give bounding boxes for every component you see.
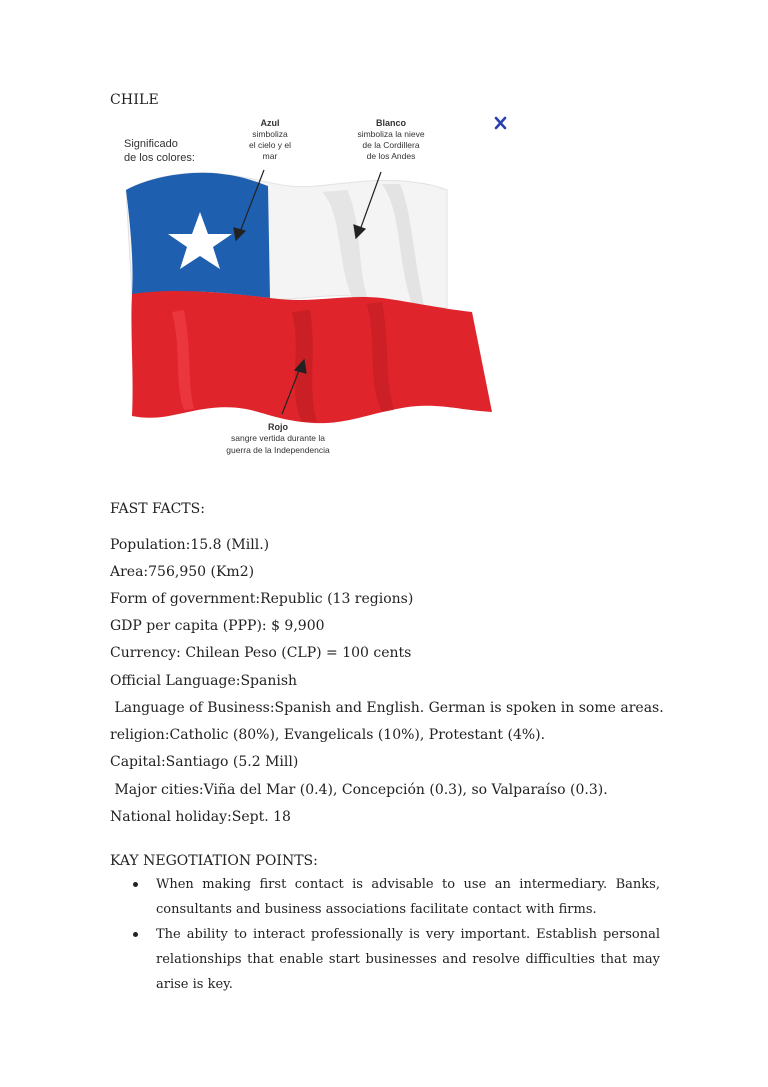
blanco-label-title: Blanco (375, 118, 407, 128)
fact-currency: Currency: Chilean Peso (CLP) = 100 cents (110, 645, 412, 661)
rojo-label-line-1: sangre vertida durante la (230, 433, 326, 443)
close-icon[interactable] (496, 118, 505, 128)
chile-flag (126, 173, 492, 423)
rojo-label-title: Rojo (268, 422, 288, 432)
fact-capital: Capital:Santiago (5.2 Mill) (110, 754, 299, 770)
fact-major-cities: Major cities:Viña del Mar (0.4), Concepción (0.3), so Valparaíso (0.3). (110, 782, 608, 798)
list-item (130, 922, 660, 997)
list-item (130, 872, 660, 922)
fact-business-language: Language of Business:Spanish and English. German is spoken in some areas. (110, 700, 664, 716)
azul-label-line-2: el cielo y el (248, 140, 292, 150)
fact-religion: religion:Catholic (80%), Evangelicals (10%), Protestant (4%). (110, 727, 546, 743)
document-title: CHILE (110, 92, 159, 108)
bullet-icon (133, 932, 138, 937)
fact-gdp: GDP per capita (PPP): $ 9,900 (110, 618, 325, 634)
negotiation-points-list (130, 872, 660, 997)
figure-caption-line-1: Significado (124, 138, 178, 150)
bullet-icon (133, 882, 138, 887)
blanco-label-line-1: simboliza la nieve (357, 129, 425, 139)
blanco-label-line-3: de los Andes (366, 151, 416, 161)
azul-label-line-3: mar (262, 151, 278, 161)
azul-label-title: Azul (260, 118, 280, 128)
fast-facts-heading: FAST FACTS: (110, 501, 205, 517)
fact-official-language: Official Language:Spanish (110, 673, 298, 689)
blanco-label-line-2: de la Cordillera (362, 140, 420, 150)
fact-population: Population:15.8 (Mill.) (110, 537, 270, 553)
fact-government: Form of government:Republic (13 regions) (110, 591, 414, 607)
negotiation-point-text: The ability to interact professionally is very important. Establish personal relationships that enable start businesses and resolve difficulties that may arise is key. (156, 927, 660, 992)
azul-label-line-1: simboliza (252, 129, 288, 139)
negotiation-point-text: When making first contact is advisable to use an intermediary. Banks, consultants and business associations facilitate contact with firms. (156, 877, 660, 917)
negotiation-heading: KAY NEGOTIATION POINTS: (110, 853, 318, 869)
fact-national-holiday: National holiday:Sept. 18 (110, 809, 291, 825)
rojo-label-line-2: guerra de la Independencia (226, 445, 330, 455)
chile-flag-figure (112, 112, 517, 462)
figure-caption-line-2: de los colores: (124, 152, 195, 164)
fact-area: Area:756,950 (Km2) (110, 564, 255, 580)
